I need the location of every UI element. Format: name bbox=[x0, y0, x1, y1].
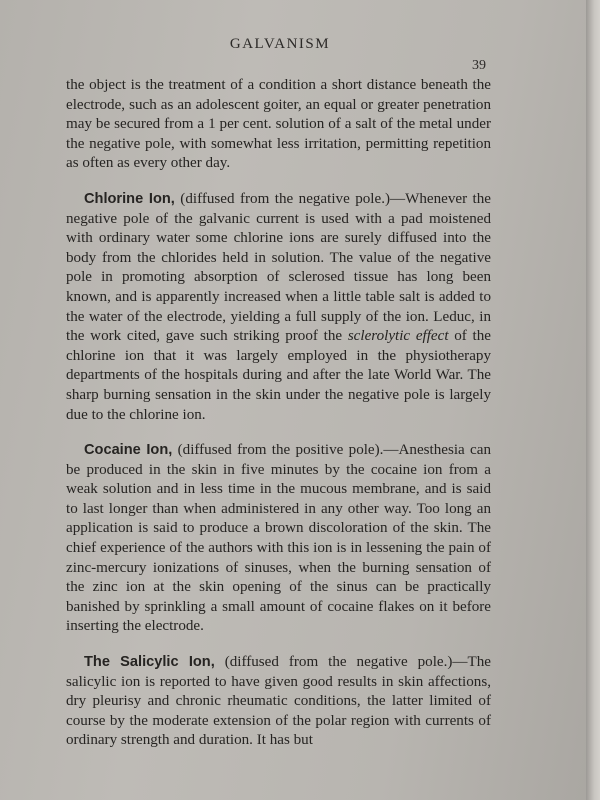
paragraph-text: (diffused from the negative pole.)—Whenever the negative pole of the galvanic current is used with a pad moistened with ordinary water some chlorine ions are surely diffused into the body from the chlorides held in solution. The value of the negative pole in promoting absorption of sclerosed tissue has long been known, and is apparently increased when a little table salt is added to the water of the electrode, yielding a full supply of the ion. Leduc, in the work cited, gave such striking proof the bbox=[66, 190, 491, 345]
page-number: 39 bbox=[472, 58, 486, 73]
section-heading-salicylic-ion: The Salicylic Ion, bbox=[84, 654, 215, 671]
section-heading-chlorine-ion: Chlorine Ion, bbox=[84, 190, 175, 207]
paragraph-salicylic-ion bbox=[66, 653, 491, 751]
page-edge bbox=[586, 0, 600, 800]
paragraph-text: (diffused from the positive pole).—Anesthesia can be produced in the skin in five minutes by the cocaine ion from a weak solution and in less time in the mucous membrane, and is said to last longer than when administered in any other way. Too long an application is said to produce a brown discoloration of the skin. The chief experience of the authors with this ion is in lessening the pain of zinc-mercury ionizations of sinuses, when the burning sensation of the zinc ion at the skin opening of the sinus can be practically banished by sprinkling a small amount of cocaine flakes on it before inserting the electrode. bbox=[66, 442, 492, 635]
paragraph-cocaine-ion bbox=[66, 441, 491, 637]
paragraph-text: of the chlorine ion that it was largely employed in the physiotherapy departments of the hospitals during and after the late World War. The sharp burning sensation in the skin under the negative pole is largely due to the chlorine ion. bbox=[66, 328, 492, 423]
emphasis-text: sclerolytic effect bbox=[347, 328, 449, 345]
paragraph-continuation bbox=[66, 76, 491, 174]
body-text bbox=[66, 76, 491, 751]
running-title: GALVANISM bbox=[229, 36, 331, 52]
paragraph-text: the object is the treatment of a condition a short distance beneath the electrode, such as an adolescent goiter, an equal or greater penetration may be secured from a 1 per cent. solution of a salt of the metal under the negative pole, with somewhat less irritation, permitting repetition as often as every other day. bbox=[66, 77, 491, 172]
page-header bbox=[70, 36, 490, 58]
paragraph-text: (diffused from the negative pole.)—The salicylic ion is reported to have given good results in skin affections, dry pleurisy and chronic rheumatic conditions, the latter limited of course by the moderate extension of the polar region with currents of ordinary strength and duration. It has but bbox=[66, 654, 491, 749]
paragraph-chlorine-ion bbox=[66, 190, 491, 425]
section-heading-cocaine-ion: Cocaine Ion, bbox=[84, 442, 173, 459]
